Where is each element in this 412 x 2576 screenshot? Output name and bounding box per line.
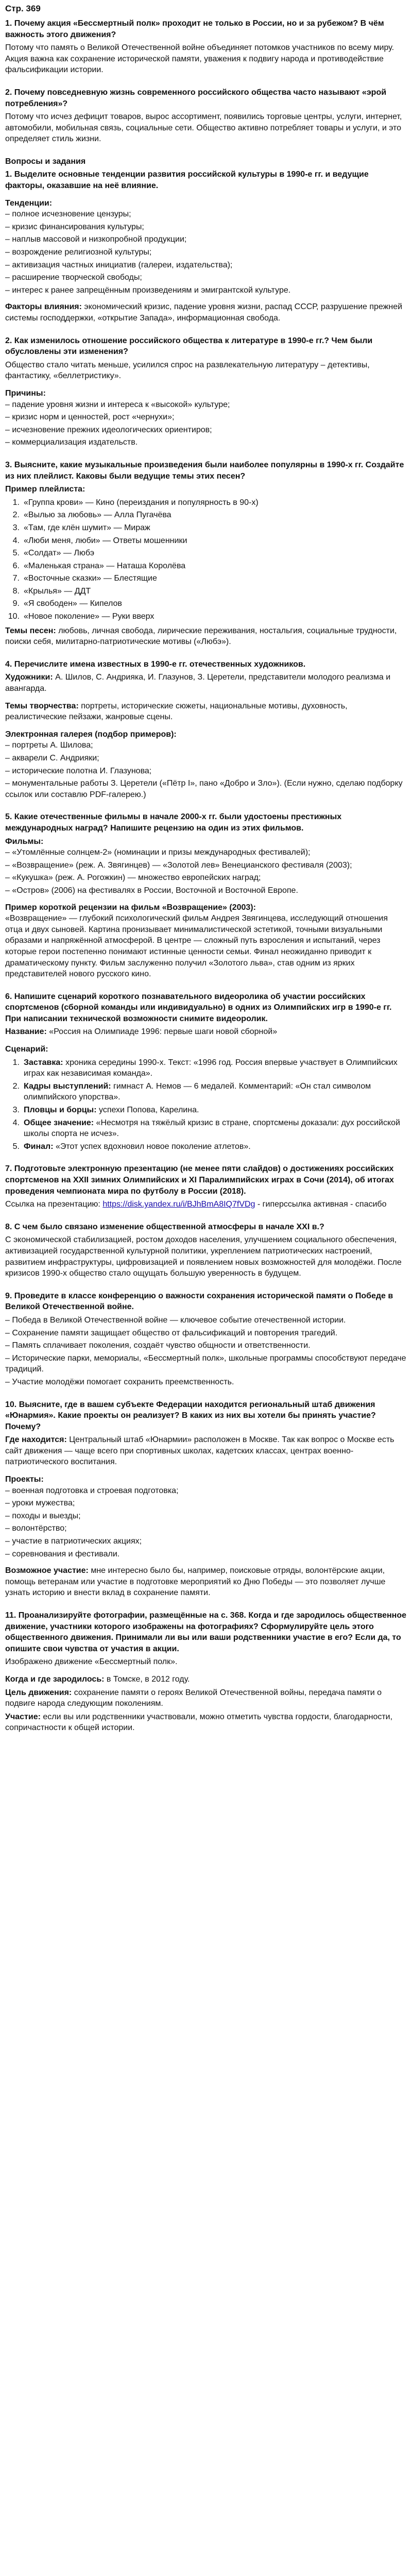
list-item: – «Кукушка» (реж. А. Рогожкин) — множество европейских наград; [5,873,261,883]
list-item: – «Утомлённые солнцем-2» (номинации и призы международных фестивалей); [5,848,311,857]
gallery-list [5,740,407,800]
list-item: – исчезновение прежних идеологических ориентиров; [5,425,212,434]
list-item: – расширение творческой свободы; [5,273,142,282]
script-item: 5. Финал: «Этот успех вдохновил новое поколение атлетов». [12,1142,251,1151]
list-item: – военная подготовка и строевая подготовка; [5,1486,179,1495]
script-item: 4. Общее значение: «Несмотря на тяжёлый кризис в стране, спортсмены доказали: дух российской школы спорта не исчез». [12,1118,400,1139]
trends-list [5,209,407,296]
review-text: «Возвращение» — глубокий психологический фильм Андрея Звягинцева, исследующий отношения отца и двух сыновей. Картина пронизывает минималистической эстетикой, точными визуальными образами и напряжённой атмосферой. В центре — сложный путь взросления и испытаний, через которые герои постепенно понимают истинные ценности семьи. Финал неожиданно приводит к драматическому пункту. Фильм заслуженно получил «Золотого льва», став одним из ярких представителей нового русского кино. [5,914,388,979]
list-item: – участие в патриотических акциях; [5,1537,142,1546]
task-7 [5,1163,407,1210]
list-item: – «Остров» (2006) на фестивалях в России, Восточной и Восточной Европе. [5,886,298,895]
task-title: 5. Какие отечественные фильмы в начале 2000-х гг. были удостоены престижных международных наград? Напишите рецензию на один из этих фильмов. [5,812,342,833]
trends-label: Тенденции: [5,198,53,208]
task-title: 7. Подготовьте электронную презентацию (не менее пяти слайдов) о достижениях российских спортсменов на XXII зимних Олимпийских и XI Паралимпийских играх в Сочи (2014), об итогах проведения чемпионата мира по футболу в России (2018). [5,1164,394,1196]
projects-label: Проекты: [5,1475,44,1484]
task-title: 2. Как изменилось отношение российского общества к литературе в 1990-е гг.? Чем были обусловлены эти изменения? [5,336,373,357]
playlist-item: 3. «Там, где клён шумит» — Мираж [12,523,150,532]
themes-paragraph [5,701,407,723]
participation-paragraph [5,1711,407,1734]
list-item: – «Возвращение» (реж. А. Звягинцев) — «Золотой лев» Венецианского фестиваля (2003); [5,860,352,870]
list-item: – акварели С. Андрияки; [5,754,99,762]
playlist-item: 2. «Вылью за любовь» — Алла Пугачёва [12,511,171,520]
list-item: – падение уровня жизни и интереса к «высокой» культуре; [5,400,230,409]
section-heading: Вопросы и задания [5,157,86,166]
list-item: – уроки мужества; [5,1499,75,1508]
list-item: – полное исчезновение цензуры; [5,210,131,219]
playlist-item: 1. «Группа крови» — Кино (переиздания и популярность в 90-х) [12,498,259,507]
question-title: 2. Почему повседневную жизнь современного российского общества часто называют «эрой потребления»? [5,88,387,108]
themes-label: Темы песен: [5,626,56,635]
goal-text: сохранение памяти о героях Великой Отечественной войны, передача памяти о подвиге народа следующим поколениям. [5,1688,382,1708]
task-4 [5,659,407,801]
list-item: – Победа в Великой Отечественной войне — ключевое событие отечественной истории. [5,1315,346,1325]
review-label: Пример короткой рецензии на фильм «Возвращение» (2003): [5,903,256,912]
question-title: 1. Почему акция «Бессмертный полк» проходит не только в России, но и за рубежом? В чём важность этого движения? [5,19,384,39]
question-1 [5,18,407,76]
list-item: – активизация частных инициатив (галереи, издательства); [5,260,233,269]
task-5 [5,811,407,979]
themes-text: портреты, исторические сюжеты, национальные мотивы, духовность, реалистические пейзажи, жанровые сцены. [5,701,348,722]
playlist-item: 6. «Маленькая страна» — Наташа Королёва [12,561,186,570]
playlist-item: 9. «Я свободен» — Кипелов [12,599,122,608]
answer-text: Потому что исчез дефицит товаров, вырос ассортимент, появились торговые центры, услуги, интернет, автомобили, мобильная связь, социальные сети. Общество активно потребляет товары и услуги, и это определяет стиль жизни. [5,112,402,144]
presentation-link[interactable]: https://disk.yandex.ru/i/BJhBmA8IQ7fVDg [102,1200,255,1209]
name-text: «Россия на Олимпиаде 1996: первые шаги новой сборной» [46,1027,278,1037]
factors-text: экономический кризис, падение уровня жизни, распад СССР, разрушение прежней системы господдержки, «открытие Запада», информационная свобода. [5,302,403,323]
task-title: 9. Проведите в классе конференцию о важности сохранения исторической памяти о Победе в Великой Отечественной войне. [5,1291,393,1312]
task-title: 4. Перечислите имена известных в 1990-е гг. отечественных художников. [5,659,306,669]
link-suffix: - гиперссылка активная - спасибо [255,1200,387,1209]
conference-points [5,1315,407,1388]
factors-label: Факторы влияния: [5,302,82,312]
task-title: 6. Напишите сценарий короткого познавательного видеоролика об участии российских спортсменов (сборной команды или индивидуально) в одних из Олимпийских игр в 1990-е гг. При написании технической возможности снимите видеоролик. [5,992,392,1023]
participation-label: Участие: [5,1712,41,1721]
script-item: 3. Пловцы и борцы: успехи Попова, Карелина. [12,1106,199,1115]
participation-paragraph [5,1565,407,1599]
script-item: 2. Кадры выступлений: гимнаст А. Немов — 6 медалей. Комментарий: «Он стал символом олимпийского упорства». [12,1081,371,1102]
list-item: – возрождение религиозной культуры; [5,248,152,257]
reasons-label: Причины: [5,388,46,398]
playlist-item: 5. «Солдат» — Любэ [12,549,94,558]
playlist-item: 4. «Люби меня, люби» — Ответы мошенники [12,536,187,545]
participation-label: Возможное участие: [5,1566,89,1575]
answer-text: Общество стало читать меньше, усилился спрос на развлекательную литературу – детективы, фантастику, «беллетристику». [5,360,370,381]
artists-paragraph [5,672,407,694]
script-list [5,1057,407,1153]
list-item: – портреты А. Шилова; [5,741,93,750]
themes-paragraph [5,625,407,648]
playlist-item: 8. «Крылья» — ДДТ [12,586,91,596]
participation-text: мне интересно было бы, например, поисковые отряды, волонтёрские акции, помощь ветеранам или участие в подготовке мероприятий ко Дню Победы — это позволяет лучше узнать историю и внести вклад в сохранение памяти. [5,1566,386,1598]
task-6 [5,991,407,1153]
question-2 [5,87,407,145]
list-item: – Сохранение памяти защищает общество от фальсификаций и повторения трагедий. [5,1328,338,1337]
link-prefix: Ссылка на презентацию: [5,1200,103,1209]
participation-text: если вы или родственники участвовали, можно отметить чувства гордости, благодарности, сопричастности к общей истории. [5,1712,393,1733]
list-item: – Память сплачивает поколения, создаёт чувство общности и ответственности. [5,1341,311,1350]
when-label: Когда и где зародилось: [5,1674,105,1684]
projects-list [5,1485,407,1560]
task-9 [5,1291,407,1388]
link-paragraph [5,1199,407,1210]
list-item: – соревнования и фестивали. [5,1549,120,1558]
factors-paragraph [5,301,407,324]
task-1 [5,169,407,324]
artists-text: А. Шилов, С. Андрияка, И. Глазунов, З. Церетели, представители молодого реализма и авангарда. [5,673,391,693]
playlist-label: Пример плейлиста: [5,485,85,494]
themes-text: любовь, личная свобода, лирические переживания, ностальгия, социальные трудности, поиски себя, милитарно-патриотические мотивы («Любэ»). [5,626,397,647]
goal-paragraph [5,1687,407,1709]
script-item: 1. Заставка: хроника середины 1990-х. Текст: «1996 год. Россия впервые участвует в Олимпийских играх как независимая команда». [12,1058,398,1078]
task-2 [5,335,407,448]
when-paragraph [5,1674,407,1685]
task-title: 10. Выясните, где в вашем субъекте Федерации находится региональный штаб движения «Юнармия». Какие проекты он реализует? В каких из них вы хотели бы принять участие? Почему? [5,1400,376,1431]
list-item: – кризис финансирования культуры; [5,222,144,231]
list-item: – наплыв массовой и низкопробной продукции; [5,235,187,244]
goal-label: Цель движения: [5,1688,72,1697]
list-item: – Участие молодёжи помогает сохранить преемственность. [5,1377,234,1386]
task-11 [5,1610,407,1734]
list-item: – интерес к ранее запрещённым произведениям и эмигрантской культуре. [5,285,291,295]
list-item: – монументальные работы З. Церетели («Пётр I», пано «Добро и Зло»). (Если нужно, сделаю подборку ссылок или составлю PDF-галерею.) [5,779,403,799]
gallery-label: Электронная галерея (подбор примеров): [5,730,177,739]
depicted-text: Изображено движение «Бессмертный полк». [5,1657,178,1667]
task-title: 3. Выясните, какие музыкальные произведения были наиболее популярны в 1990-х гг. Создайте из них плейлист. Каковы были ведущие темы этих песен? [5,460,404,481]
playlist-item: 7. «Восточные сказки» — Блестящие [12,574,157,583]
list-item: – походы и выезды; [5,1511,81,1520]
list-item: – исторические полотна И. Глазунова; [5,766,152,775]
list-item: – кризис норм и ценностей, рост «чернухи»; [5,413,175,422]
where-text: Центральный штаб «Юнармии» расположен в Москве. Так как вопрос о Москве есть сайт движения — чаще всего при спортивных школах, кадетских классах, центрах военно-патриотического воспитания. [5,1435,394,1467]
script-label: Сценарий: [5,1045,48,1054]
playlist [5,497,407,622]
task-10 [5,1399,407,1599]
when-text: в Томске, в 2012 году. [104,1674,190,1684]
task-3 [5,460,407,648]
page-reference: Стр. 369 [5,4,41,13]
artists-label: Художники: [5,673,53,682]
answer-text: Потому что память о Великой Отечественной войне объединяет потомков участников по всему миру. Акция важна как сохранение исторической памяти, уважения к подвигу народа и противодействие фальсификации истории. [5,43,394,75]
list-item: – волонтёрство; [5,1524,67,1533]
playlist-item: 10. «Новое поколение» — Руки вверх [8,612,154,621]
where-paragraph [5,1434,407,1468]
list-item: – Исторические парки, мемориалы, «Бессмертный полк», школьные программы способствуют передаче традиций. [5,1353,406,1374]
task-8 [5,1222,407,1279]
themes-label: Темы творчества: [5,701,79,710]
task-title: 1. Выделите основные тенденции развития российской культуры в 1990-е гг. и ведущие факторы, оказавшие на неё влияние. [5,170,369,191]
films-label: Фильмы: [5,837,44,846]
reasons-list [5,399,407,448]
list-item: – коммерциализация издательств. [5,438,138,447]
where-label: Где находится: [5,1435,67,1445]
films-list [5,847,407,896]
name-paragraph [5,1026,407,1038]
name-label: Название: [5,1027,47,1037]
task-title: 11. Проанализируйте фотографии, размещённые на с. 368. Когда и где зародилось общественное движение, участники которого изображены на фотографиях? Сформулируйте цель этого общественного движения. Принимали ли вы или ваши родственники участие в его? Если да, то опишите свои чувства от участия в акции. [5,1611,407,1653]
task-title: 8. С чем было связано изменение общественной атмосферы в начале XXI в.? [5,1222,324,1231]
answer-text: С экономической стабилизацией, ростом доходов населения, улучшением социального обеспечения, активизацией государственной культурной политики, укреплением патриотических настроений, развитием инфраструктуры, цифровизацией и появлением новых возможностей для молодёжи. После кризисов 1990-х общество стало ощущать большую уверенность в будущем. [5,1235,402,1278]
